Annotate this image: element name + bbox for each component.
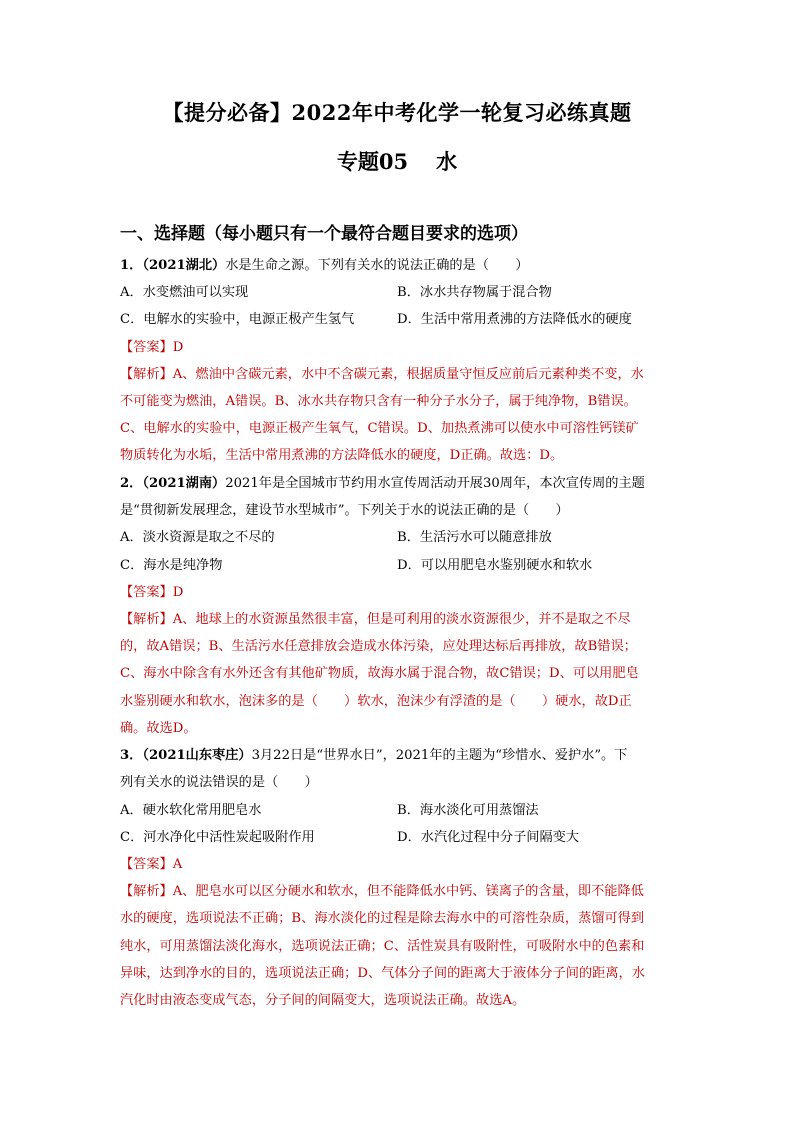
option-b: B．冰水共存物属于混合物 — [397, 285, 552, 300]
question-number: 1． — [120, 258, 143, 273]
analysis-line: C、海水中除含有水外还含有其他矿物质，故海水属于混合物，故C错误；D、可以用肥皂 — [120, 666, 639, 681]
document-title: 【提分必备】2022年中考化学一轮复习必练真题 — [162, 100, 632, 125]
analysis-line: 的，故A错误；B、生活污水任意排放会造成水体污染，应处理达标后再排放，故B错误； — [120, 639, 637, 654]
analysis-line: C、电解水的实验中，电源正极产生氧气，C错误。D、加热煮沸可以使水中可溶性钙镁矿 — [120, 421, 639, 436]
answer-line — [120, 856, 182, 874]
question-text: 水是生命之源。下列有关水的说法正确的是（ ） — [225, 258, 529, 273]
option-c: C．电解水的实验中，电源正极产生氢气 — [120, 312, 355, 327]
option-a: A．淡水资源是取之不尽的 — [120, 530, 275, 545]
option-d: D．可以用肥皂水鉴别硬水和软水 — [397, 558, 593, 573]
analysis-line: 纯水，可用蒸馏法淡化海水，选项说法正确；C、活性炭具有吸附性，可吸附水中的色素和 — [120, 939, 645, 954]
answer-value: D — [172, 340, 184, 355]
question-2-stem — [120, 475, 645, 493]
analysis-line: 确。故选D。 — [120, 721, 197, 736]
question-source: （2021山东枣庄） — [142, 748, 252, 763]
answer-value: D — [172, 585, 184, 600]
subtitle-label: 专题05 — [336, 149, 409, 174]
question-1-stem — [120, 257, 529, 275]
answer-label: 【答案】 — [120, 585, 173, 600]
question-text: 2021年是全国城市节约用水宣传周活动开展30周年，本次宣传周的主题 — [225, 476, 645, 491]
analysis-line: 异味，达到净水的目的，选项说法正确；D、气体分子间的距离大于液体分子间的距离，水 — [120, 966, 645, 981]
option-d: D．生活中常用煮沸的方法降低水的硬度 — [397, 312, 632, 327]
analysis-line: 物质转化为水垢，生活中常用煮沸的方法降低水的硬度，D正确。故选：D。 — [120, 448, 564, 463]
question-source: （2021湖北） — [142, 258, 226, 273]
analysis-line: 汽化时由液态变成气态，分子间的间隔变大，选项说法正确。故选A。 — [120, 993, 526, 1008]
answer-label: 【答案】 — [120, 857, 173, 872]
analysis-label: 【解析】 — [120, 367, 173, 382]
analysis-line: 不可能变为燃油，A错误。B、冰水共存物只含有一种分子水分子，属于纯净物，B错误。 — [120, 394, 637, 409]
question-text: 是“贯彻新发展理念，建设节水型城市”。下列关于水的说法正确的是（ ） — [120, 503, 569, 518]
option-d: D．水汽化过程中分子间隔变大 — [397, 830, 580, 845]
option-c: C．海水是纯净物 — [120, 558, 223, 573]
analysis-label: 【解析】 — [120, 612, 173, 627]
answer-label: 【答案】 — [120, 340, 173, 355]
answer-line — [120, 339, 183, 357]
analysis-line: 水鉴别硬水和软水，泡沫多的是（ ）软水，泡沫少有浮渣的是（ ）硬水，故D正 — [120, 694, 632, 709]
document-subtitle — [0, 146, 794, 176]
analysis-text: A、燃油中含碳元素，水中不含碳元素，根据质量守恒反应前后元素种类不变，水 — [172, 367, 644, 382]
question-number: 2． — [120, 476, 143, 491]
option-b: B．生活污水可以随意排放 — [397, 530, 552, 545]
analysis-text: A、肥皂水可以区分硬水和软水，但不能降低水中钙、镁离子的含量，即不能降低 — [172, 884, 644, 899]
analysis-label: 【解析】 — [120, 884, 173, 899]
question-text: 列有关水的说法错误的是（ ） — [120, 775, 318, 790]
analysis-line — [120, 883, 644, 901]
option-b: B．海水淡化可用蒸馏法 — [397, 803, 539, 818]
option-c: C．河水净化中活性炭起吸附作用 — [120, 830, 315, 845]
analysis-line — [120, 611, 631, 629]
option-a: A．水变燃油可以实现 — [120, 285, 249, 300]
question-source: （2021湖南） — [142, 476, 226, 491]
analysis-text: A、地球上的水资源虽然很丰富，但是可利用的淡水资源很少，并不是取之不尽 — [172, 612, 631, 627]
analysis-line — [120, 366, 644, 384]
section-heading: 一、选择题（每小题只有一个最符合题目要求的选项） — [120, 224, 528, 244]
option-a: A．硬水软化常用肥皂水 — [120, 803, 262, 818]
question-3-stem — [120, 747, 627, 765]
answer-line — [120, 584, 183, 602]
subtitle-topic: 水 — [436, 149, 458, 174]
answer-value: A — [172, 857, 183, 872]
question-text: 3月22日是“世界水日”，2021年的主题为“珍惜水、爱护水”。下 — [251, 748, 628, 763]
question-number: 3． — [120, 748, 143, 763]
analysis-line: 水的硬度，选项说法不正确；B、海水淡化的过程是除去海水中的可溶性杂质，蒸馏可得到 — [120, 911, 644, 926]
